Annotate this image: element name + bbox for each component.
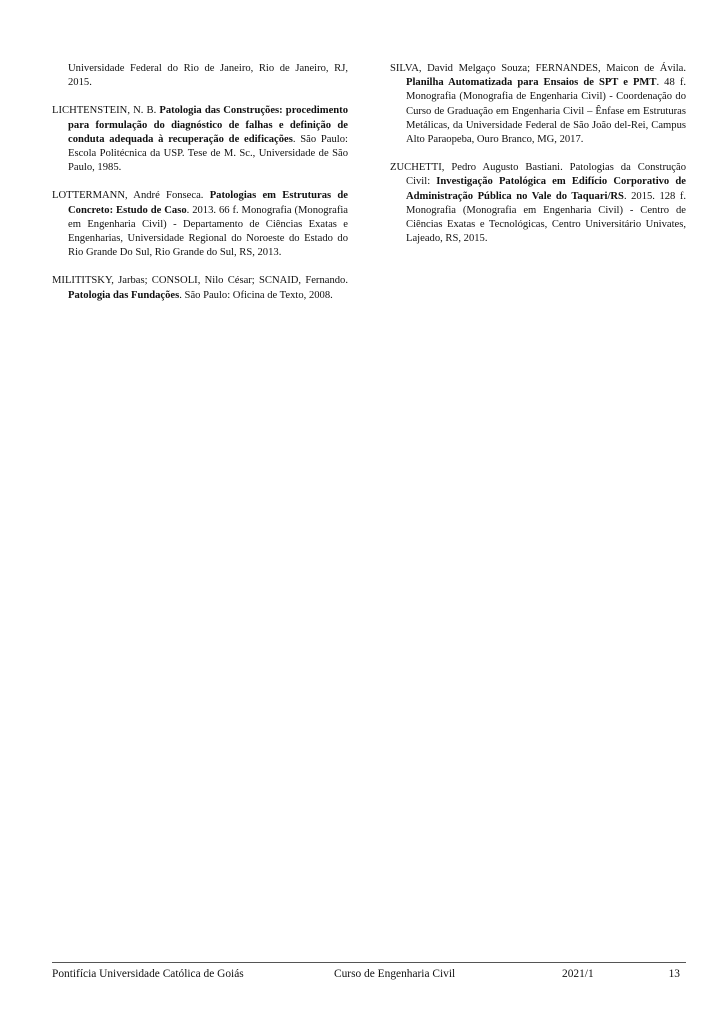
page-number: 13 [668, 968, 680, 980]
reference-text: LICHTENSTEIN, N. B. [52, 105, 160, 117]
reference-text: SILVA, David Melgaço Souza; FERNANDES, Maicon de Ávila. [390, 63, 686, 74]
reference-entry [52, 62, 348, 90]
footer-course: Curso de Engenharia Civil [334, 968, 456, 980]
reference-title: Patologias em Estruturas de Concreto: Estudo de Caso [68, 190, 348, 216]
footer-term: 2021/1 [562, 968, 594, 980]
reference-entry [390, 161, 686, 246]
reference-title: Planilha Automatizada para Ensaios de SPT e PMT [406, 77, 657, 89]
footer-divider [52, 962, 686, 963]
references-column-right [390, 62, 686, 260]
page-footer [52, 966, 686, 982]
reference-entry [390, 62, 686, 147]
reference-text: ZUCHETTI, Pedro Augusto Bastiani. Patologias da Construção Civil: [390, 162, 686, 188]
reference-entry [52, 104, 348, 175]
reference-text: . 48 f. Monografia (Monografia de Engenharia Civil) - Coordenação do Curso de Graduação em Engenharia Civil – Ênfase em Estruturas Metálicas, da Universidade Federal de São João del-Rei, Campus Alto Paraopeba, Ouro Branco, MG, 2017. [406, 77, 686, 146]
reference-text: LOTTERMANN, André Fonseca. [52, 190, 210, 202]
reference-title: Patologia das Construções: procedimento para formulação do diagnóstico de falhas e definição de conduta adequada à recuperação de edificações [68, 105, 348, 145]
reference-text: . 2015. 128 f. Monografia (Monografia em Engenharia Civil) - Centro de Ciências Exatas e Tecnológicas, Centro Universitário Univates, Lajeado, RS, 2015. [406, 190, 687, 245]
references-column-left [52, 62, 348, 317]
reference-entry [52, 189, 348, 260]
reference-text: . 2013. 66 f. Monografia (Monografia em Engenharia Civil) - Departamento de Ciências Exatas e Engenharias, Universidade Regional do Noroeste do Estado do Rio Grande Do Sul, Rio Grande do Sul, RS, 2013. [68, 204, 349, 259]
reference-title: Patologia das Fundações [68, 289, 180, 301]
reference-text: Universidade Federal do Rio de Janeiro, Rio de Janeiro, RJ, 2015. [68, 63, 348, 89]
reference-title: Investigação Patológica em Edifício Corporativo de Administração Pública no Vale do Taquari/RS [406, 176, 686, 202]
reference-entry [52, 274, 348, 302]
reference-text: MILITITSKY, Jarbas; CONSOLI, Nilo César; SCNAID, Fernando. [52, 275, 348, 287]
footer-institution: Pontifícia Universidade Católica de Goiás [52, 968, 244, 980]
reference-text: . São Paulo: Oficina de Texto, 2008. [179, 289, 333, 301]
reference-text: . São Paulo: Escola Politécnica da USP. Tese de M. Sc., Universidade de São Paulo, 1985. [68, 133, 348, 174]
